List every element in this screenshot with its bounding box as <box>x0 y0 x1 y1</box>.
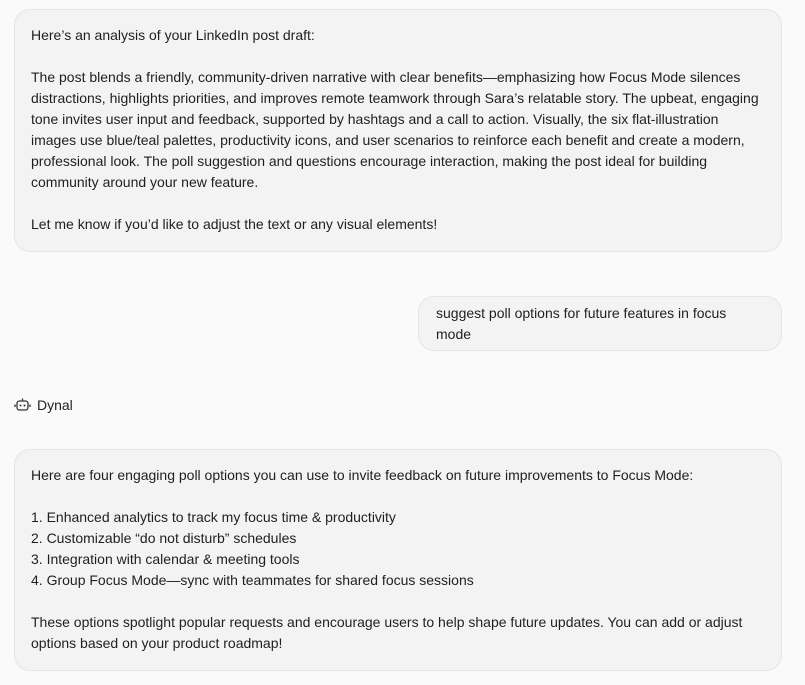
list-item: 4. Group Focus Mode—sync with teammates for shared focus sessions <box>31 572 474 588</box>
list-item: 3. Integration with calendar & meeting tools <box>31 551 300 567</box>
user-message <box>418 296 782 351</box>
message-body: The post blends a friendly, community-driven narrative with clear benefits—emphasizing how Focus Mode silences distractions, highlights priorities, and improves remote teamwork through Sara’s relatable story. The upbeat, engaging tone invites user input and feedback, supported by hashtags and a call to action. Visually, the six flat-illustration images use blue/teal palettes, productivity icons, and user scenarios to reinforce each benefit and create a modern, professional look. The poll suggestion and questions encourage interaction, making the post ideal for building community around your new feature. <box>31 69 759 190</box>
list-item: 2. Customizable “do not disturb” schedules <box>31 530 297 546</box>
list-item: 1. Enhanced analytics to track my focus time & productivity <box>31 509 396 525</box>
assistant-name: Dynal <box>37 397 73 413</box>
message-closing: Let me know if you’d like to adjust the text or any visual elements! <box>31 216 438 232</box>
bot-icon <box>14 397 31 414</box>
message-intro: Here’s an analysis of your LinkedIn post draft: <box>31 27 315 43</box>
message-closing: These options spotlight popular requests and encourage users to help shape future updates. You can add or adjust options based on your product roadmap! <box>31 614 743 651</box>
message-intro: Here are four engaging poll options you can use to invite feedback on future improvements to Focus Mode: <box>31 467 694 483</box>
user-message-text: suggest poll options for future features in focus mode <box>436 304 727 342</box>
assistant-message <box>14 449 782 671</box>
assistant-message <box>14 9 782 252</box>
poll-options-list <box>31 507 765 591</box>
assistant-sender <box>14 395 73 415</box>
